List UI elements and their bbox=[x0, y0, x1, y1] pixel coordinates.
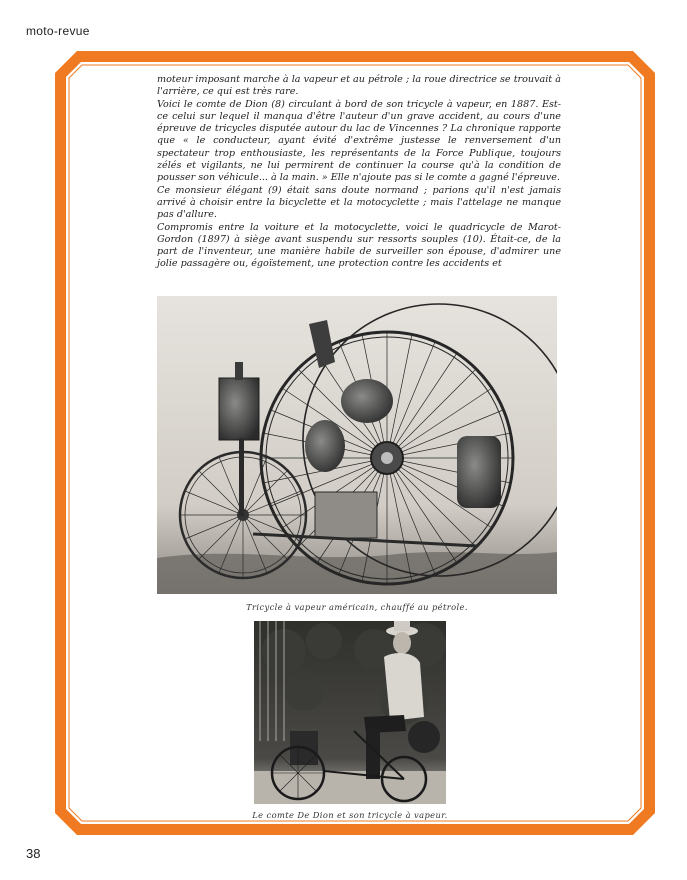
magazine-name: moto-revue bbox=[26, 24, 90, 38]
article-paragraph: Compromis entre la voiture et la motocyclette, voici le quadricycle de Marot-Gordon (1897) à siège avant suspendu sur ressorts souples (10). Était-ce, de la part de l'inventeur, une manière habile de surveiller son épouse, d'admirer une jolie passagère ou, égoïstement, une protection contre les accidents et bbox=[157, 221, 561, 270]
figure-caption: Tricycle à vapeur américain, chauffé au pétrole. bbox=[246, 602, 468, 612]
page-number: 38 bbox=[26, 846, 41, 861]
figure-caption: Le comte De Dion et son tricycle à vapeur. bbox=[252, 810, 448, 820]
article-paragraph: Ce monsieur élégant (9) était sans doute normand ; parions qu'il n'est jamais arrivé à choisir entre la bicyclette et la motocyclette ; mais l'attelage ne manque pas d'allure. bbox=[157, 184, 561, 221]
article-paragraph: moteur imposant marche à la vapeur et au pétrole ; la roue directrice se trouvait à l'arrière, ce qui est très rare. bbox=[157, 74, 561, 98]
article-body bbox=[157, 74, 561, 271]
de-dion-photo bbox=[254, 621, 446, 804]
article-paragraph: Voici le comte de Dion (8) circulant à bord de son tricycle à vapeur, en 1887. Est-ce celui sur lequel il manqua d'être l'auteur d'un grave accident, au cours d'une épreuve de tricycles disputée autour du lac de Vincennes ? La chronique rapporte que « le conducteur, ayant évité d'extrême justesse le renversement d'un spectateur trop enthousiaste, les représentants de la Force Publique, toujours zélés et vigilants, ne lui permirent de continuer la course qu'à la condition de pousser son véhicule... à la main. » Elle n'ajoute pas si le comte a gagné l'épreuve. bbox=[157, 98, 561, 184]
steam-tricycle-photo bbox=[157, 296, 557, 594]
